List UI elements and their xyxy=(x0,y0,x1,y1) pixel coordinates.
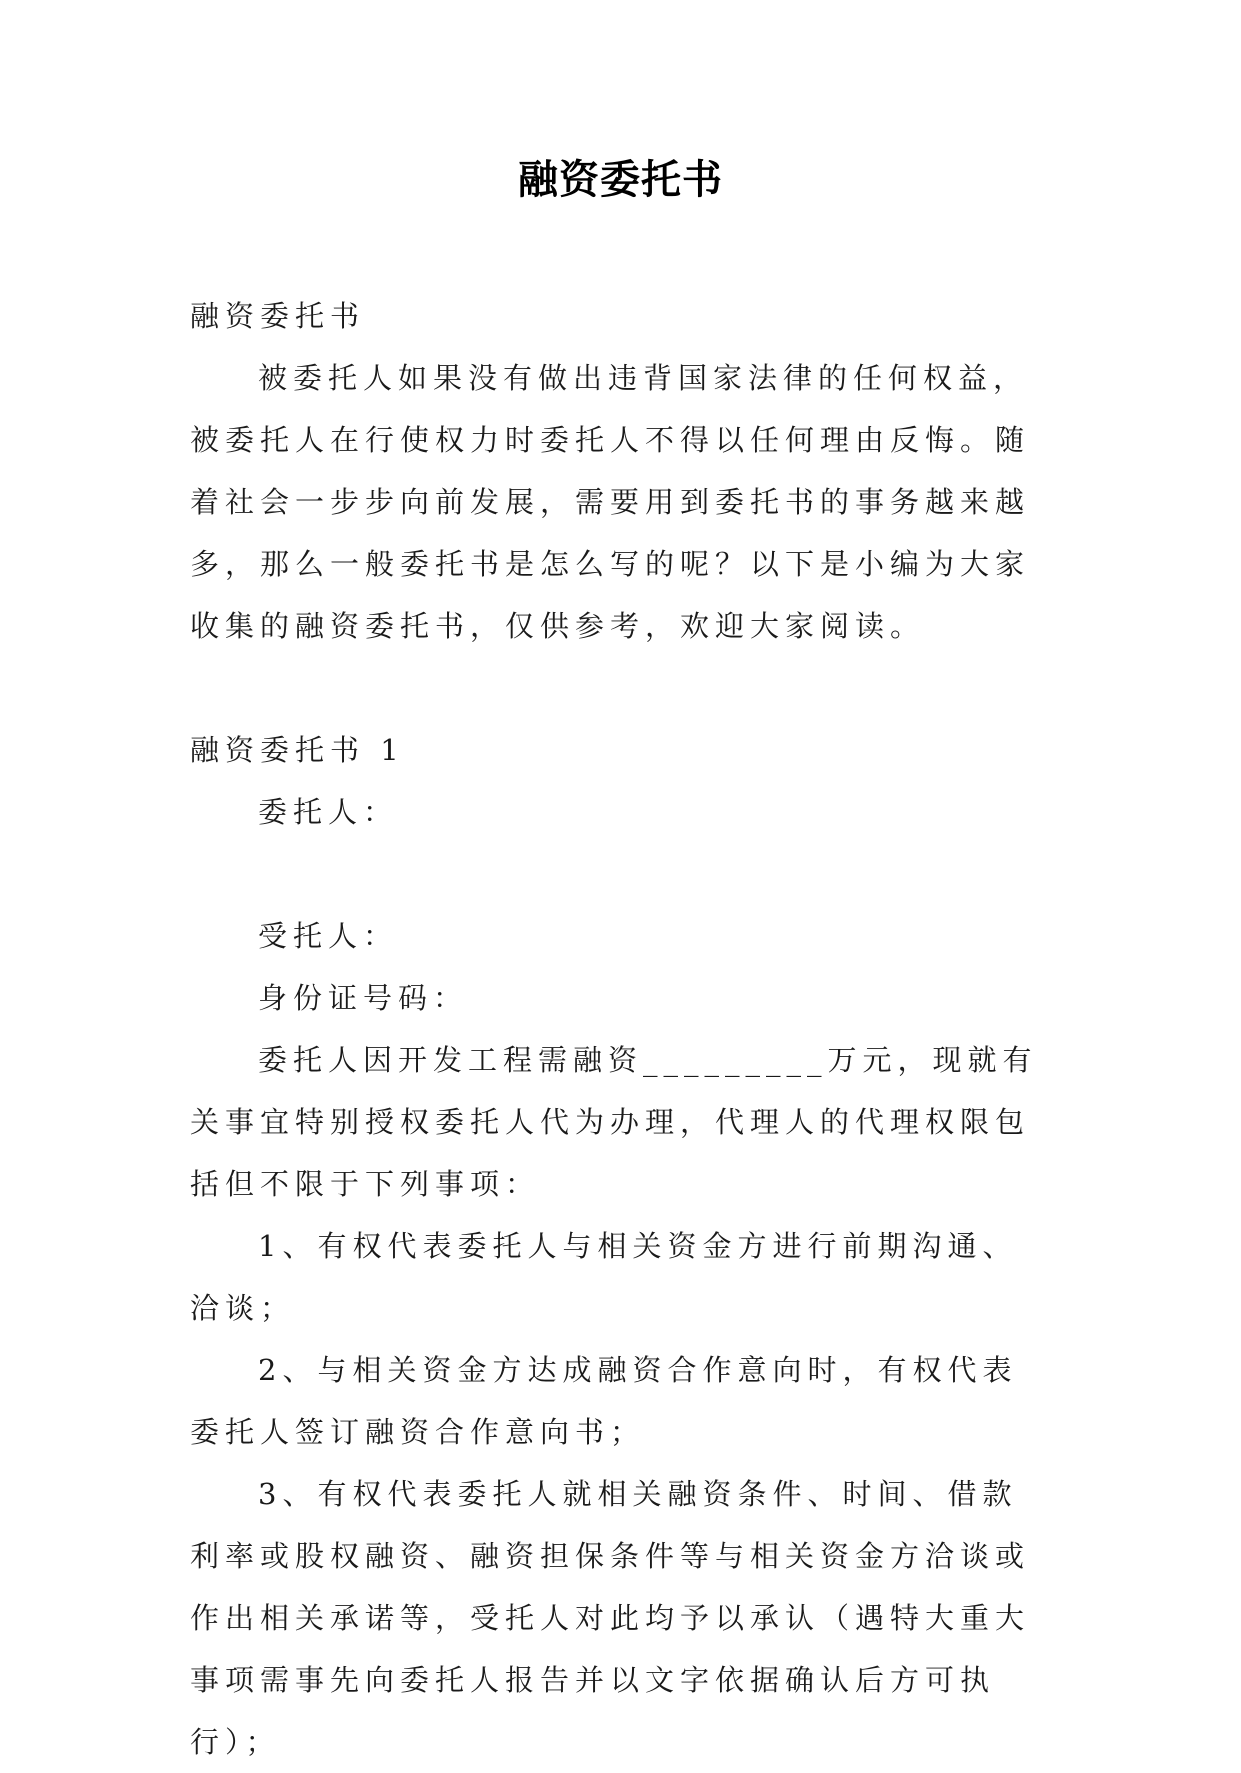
list-item: 1、有权代表委托人与相关资金方进行前期沟通、洽谈； xyxy=(190,1229,1018,1325)
id-number-label: 身份证号码： xyxy=(258,981,469,1015)
document-title: 融资委托书 xyxy=(518,156,723,203)
list-item: 3、有权代表委托人就相关融资条件、时间、借款利率或股权融资、融资担保条件等与相关资金方洽谈或作出相关承诺等，受托人对此均予以承认（遇特大重大事项需事先向委托人报告并以文字依据确认后方可执行）； xyxy=(190,1477,1031,1759)
paragraph-spacer xyxy=(190,843,1050,905)
principal-label: 委托人： xyxy=(258,795,399,829)
intro-paragraph: 被委托人如果没有做出违背国家法律的任何权益，被委托人在行使权力时委托人不得以任何理由反悔。随着社会一步步向前发展，需要用到委托书的事务越来越多，那么一般委托书是怎么写的呢？以下是小编为大家收集的融资委托书，仅供参考，欢迎大家阅读。 xyxy=(190,361,1031,643)
agent-label: 受托人： xyxy=(258,919,399,953)
section-heading: 融资委托书 1 xyxy=(190,733,405,767)
document-subtitle: 融资委托书 xyxy=(190,299,366,333)
clause-intro: 委托人因开发工程需融资_________万元，现就有关事宜特别授权委托人代为办理，代理人的代理权限包括但不限于下列事项： xyxy=(190,1043,1038,1201)
document-body xyxy=(190,285,1050,1773)
paragraph-spacer xyxy=(190,657,1050,719)
list-item: 2、与相关资金方达成融资合作意向时，有权代表委托人签订融资合作意向书； xyxy=(190,1353,1018,1449)
